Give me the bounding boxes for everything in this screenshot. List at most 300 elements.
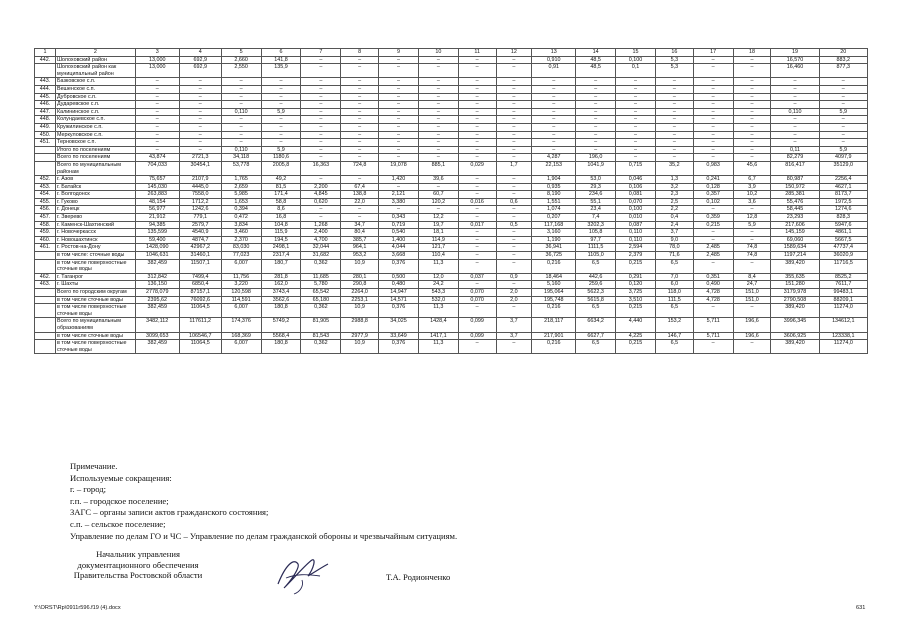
- table-cell: –: [458, 304, 496, 318]
- column-header: 7: [301, 49, 341, 57]
- table-row: [35, 332, 868, 340]
- row-number: 455.: [35, 198, 56, 206]
- column-header: 12: [496, 49, 532, 57]
- table-cell: –: [458, 131, 496, 139]
- table-row: [35, 304, 868, 318]
- table-cell: 7558,0: [179, 191, 221, 199]
- signer-name: Т.А. Родионченко: [386, 572, 451, 582]
- table-row: [35, 108, 868, 116]
- table-cell: 5,9: [819, 146, 867, 154]
- table-cell: 532,0: [418, 296, 458, 304]
- row-label: Меркуловское с.п.: [55, 131, 135, 139]
- table-cell: 151,0: [733, 296, 771, 304]
- table-cell: 5,985: [221, 191, 261, 199]
- row-label: г. Таганрог: [55, 273, 135, 281]
- table-cell: –: [693, 340, 733, 354]
- table-cell: 4,225: [616, 332, 656, 340]
- table-cell: 0,480: [379, 281, 419, 289]
- table-cell: –: [458, 281, 496, 289]
- table-cell: 1105,0: [576, 252, 616, 260]
- table-cell: –: [496, 154, 532, 162]
- table-cell: –: [576, 85, 616, 93]
- table-cell: –: [733, 340, 771, 354]
- table-cell: –: [341, 78, 379, 86]
- table-cell: –: [261, 85, 301, 93]
- table-cell: –: [532, 78, 576, 86]
- column-header: 1: [35, 49, 56, 57]
- table-cell: 0,110: [221, 146, 261, 154]
- table-cell: 115,9: [261, 229, 301, 237]
- table-cell: 196,6: [733, 332, 771, 340]
- table-cell: 134612,1: [819, 318, 867, 332]
- table-cell: –: [771, 116, 819, 124]
- table-row: [35, 198, 868, 206]
- table-cell: 48,154: [135, 198, 179, 206]
- table-cell: 3743,4: [261, 289, 301, 297]
- table-cell: –: [576, 139, 616, 147]
- table-cell: –: [733, 154, 771, 162]
- table-cell: –: [733, 139, 771, 147]
- table-cell: –: [135, 101, 179, 109]
- table-cell: –: [379, 56, 419, 64]
- table-cell: 34,025: [379, 318, 419, 332]
- table-cell: 82,279: [771, 154, 819, 162]
- table-cell: 0,046: [616, 176, 656, 184]
- table-cell: –: [616, 146, 656, 154]
- table-cell: 39,6: [418, 176, 458, 184]
- table-cell: 2778,079: [135, 289, 179, 297]
- table-cell: 4540,9: [179, 229, 221, 237]
- table-cell: 1,074: [532, 206, 576, 214]
- table-cell: 3,380: [379, 198, 419, 206]
- table-cell: 4627,1: [819, 183, 867, 191]
- table-cell: 6,5: [576, 304, 616, 318]
- table-cell: 6,5: [576, 259, 616, 273]
- table-cell: –: [496, 206, 532, 214]
- table-cell: 80,4: [341, 229, 379, 237]
- table-cell: 0,087: [616, 221, 656, 229]
- table-cell: 59,400: [135, 236, 179, 244]
- table-cell: –: [496, 191, 532, 199]
- table-cell: 94,385: [135, 221, 179, 229]
- table-cell: 10,2: [733, 191, 771, 199]
- table-cell: 67,4: [341, 183, 379, 191]
- table-cell: 1,7: [496, 161, 532, 175]
- table-cell: 11274,0: [819, 340, 867, 354]
- table-cell: –: [379, 101, 419, 109]
- table-cell: –: [496, 236, 532, 244]
- table-cell: –: [458, 101, 496, 109]
- handwritten-signature: [272, 554, 332, 596]
- table-cell: 0,100: [616, 206, 656, 214]
- row-label: г. Азов: [55, 176, 135, 184]
- table-cell: –: [379, 123, 419, 131]
- table-cell: 81,905: [301, 318, 341, 332]
- table-cell: –: [496, 214, 532, 222]
- table-cell: –: [261, 131, 301, 139]
- table-row: [35, 259, 868, 273]
- row-label: Шолоховский район как муниципальный район: [55, 64, 135, 78]
- table-cell: 1972,5: [819, 198, 867, 206]
- table-cell: 5568,4: [261, 332, 301, 340]
- table-cell: 33,649: [379, 332, 419, 340]
- table-cell: –: [576, 131, 616, 139]
- table-cell: –: [458, 93, 496, 101]
- row-label: Вешенское с.п.: [55, 85, 135, 93]
- table-cell: –: [135, 123, 179, 131]
- table-cell: 5615,8: [576, 296, 616, 304]
- table-cell: –: [616, 154, 656, 162]
- table-cell: 2579,7: [179, 221, 221, 229]
- table-cell: 0,070: [458, 296, 496, 304]
- table-cell: –: [221, 85, 261, 93]
- table-cell: –: [496, 131, 532, 139]
- table-cell: 6,007: [221, 340, 261, 354]
- table-cell: 234,6: [576, 191, 616, 199]
- table-cell: 0,91: [532, 64, 576, 78]
- table-cell: 55,476: [771, 198, 819, 206]
- table-cell: –: [418, 56, 458, 64]
- table-cell: 0,216: [532, 259, 576, 273]
- notes-section: [70, 461, 457, 542]
- row-label: Всего по муниципальным районам: [55, 161, 135, 175]
- table-row: [35, 296, 868, 304]
- column-header: 20: [819, 49, 867, 57]
- table-cell: 151,280: [771, 281, 819, 289]
- table-cell: 11507,1: [179, 259, 221, 273]
- row-label: Базковское с.п.: [55, 78, 135, 86]
- table-cell: –: [733, 101, 771, 109]
- table-cell: 0,500: [379, 273, 419, 281]
- table-cell: –: [301, 56, 341, 64]
- table-row: [35, 229, 868, 237]
- table-cell: 36,941: [532, 244, 576, 252]
- table-row: [35, 176, 868, 184]
- table-cell: 65,542: [301, 289, 341, 297]
- table-cell: –: [693, 304, 733, 318]
- table-cell: –: [655, 139, 693, 147]
- row-number: 451.: [35, 139, 56, 147]
- table-cell: 389,420: [771, 304, 819, 318]
- table-cell: –: [733, 78, 771, 86]
- table-cell: 0,540: [379, 229, 419, 237]
- table-cell: –: [693, 146, 733, 154]
- table-cell: 11,3: [418, 340, 458, 354]
- table-cell: 2,2: [655, 206, 693, 214]
- table-cell: 195,064: [532, 289, 576, 297]
- table-cell: 75,657: [135, 176, 179, 184]
- table-cell: 196,0: [576, 154, 616, 162]
- table-cell: –: [341, 101, 379, 109]
- table-cell: 2977,9: [341, 332, 379, 340]
- table-cell: –: [418, 206, 458, 214]
- table-cell: –: [576, 93, 616, 101]
- table-cell: 162,0: [261, 281, 301, 289]
- table-cell: –: [341, 214, 379, 222]
- table-cell: 3,460: [221, 229, 261, 237]
- table-cell: –: [496, 244, 532, 252]
- table-cell: –: [616, 123, 656, 131]
- table-cell: –: [418, 101, 458, 109]
- table-cell: –: [616, 131, 656, 139]
- table-cell: 0,472: [221, 214, 261, 222]
- table-cell: 118,0: [655, 289, 693, 297]
- table-cell: 180,7: [261, 259, 301, 273]
- table-cell: 0,935: [532, 183, 576, 191]
- table-cell: 0,215: [616, 259, 656, 273]
- table-cell: –: [496, 252, 532, 260]
- table-cell: 259,6: [576, 281, 616, 289]
- row-label: г. Каменск-Шахтинский: [55, 221, 135, 229]
- table-cell: 312,842: [135, 273, 179, 281]
- signer-title-line: Начальник управления: [96, 549, 180, 559]
- table-cell: –: [496, 146, 532, 154]
- table-cell: 382,459: [135, 340, 179, 354]
- table-cell: 8,4: [733, 273, 771, 281]
- table-cell: 4,440: [616, 318, 656, 332]
- table-cell: –: [532, 116, 576, 124]
- table-cell: 10,9: [341, 304, 379, 318]
- table-row: [35, 221, 868, 229]
- table-cell: 18,464: [532, 273, 576, 281]
- table-cell: 196,6: [733, 318, 771, 332]
- table-cell: 24,7: [733, 281, 771, 289]
- table-cell: –: [532, 123, 576, 131]
- row-label: в том числе сточные воды: [55, 296, 135, 304]
- table-cell: –: [379, 116, 419, 124]
- table-cell: –: [261, 93, 301, 101]
- table-cell: 81,5: [261, 183, 301, 191]
- table-cell: –: [655, 85, 693, 93]
- table-cell: 194,5: [261, 236, 301, 244]
- table-cell: –: [341, 139, 379, 147]
- row-label: г. Волгодонск: [55, 191, 135, 199]
- table-cell: –: [496, 78, 532, 86]
- table-cell: 3996,345: [771, 318, 819, 332]
- table-cell: –: [458, 206, 496, 214]
- table-cell: –: [693, 85, 733, 93]
- table-cell: 9,0: [655, 236, 693, 244]
- table-cell: –: [496, 304, 532, 318]
- table-cell: 1242,6: [179, 206, 221, 214]
- table-cell: 6627,7: [576, 332, 616, 340]
- table-cell: 34,118: [221, 154, 261, 162]
- table-cell: –: [733, 304, 771, 318]
- table-cell: 120,598: [221, 289, 261, 297]
- table-cell: –: [221, 139, 261, 147]
- table-cell: –: [458, 191, 496, 199]
- table-cell: –: [458, 236, 496, 244]
- table-row: [35, 101, 868, 109]
- table-cell: –: [693, 259, 733, 273]
- table-cell: 8,6: [261, 206, 301, 214]
- table-row: [35, 85, 868, 93]
- row-number: 458.: [35, 221, 56, 229]
- table-cell: 1,190: [532, 236, 576, 244]
- table-cell: –: [458, 154, 496, 162]
- row-number: 446.: [35, 101, 56, 109]
- table-cell: 2498,1: [261, 244, 301, 252]
- table-cell: –: [301, 146, 341, 154]
- table-cell: 0,6: [496, 198, 532, 206]
- page-number: 631: [856, 605, 866, 611]
- table-cell: –: [458, 146, 496, 154]
- table-cell: 4,728: [693, 289, 733, 297]
- table-cell: 0,983: [693, 161, 733, 175]
- table-cell: –: [179, 139, 221, 147]
- table-cell: 13,000: [135, 56, 179, 64]
- row-label: Калининское с.п.: [55, 108, 135, 116]
- table-cell: –: [655, 146, 693, 154]
- table-cell: –: [221, 123, 261, 131]
- table-cell: 0,215: [616, 304, 656, 318]
- table-cell: –: [733, 146, 771, 154]
- table-cell: –: [179, 123, 221, 131]
- row-label: Колундаевское с.п.: [55, 116, 135, 124]
- row-number: 447.: [35, 108, 56, 116]
- table-cell: 6,5: [655, 304, 693, 318]
- table-cell: 280,1: [341, 273, 379, 281]
- table-cell: 4861,1: [819, 229, 867, 237]
- table-cell: –: [771, 131, 819, 139]
- table-cell: –: [655, 154, 693, 162]
- table-cell: 0,9: [496, 273, 532, 281]
- table-cell: 34,7: [341, 221, 379, 229]
- table-cell: –: [301, 139, 341, 147]
- table-cell: 22,153: [532, 161, 576, 175]
- table-cell: 0,351: [693, 273, 733, 281]
- table-cell: –: [341, 176, 379, 184]
- table-cell: 5,9: [261, 108, 301, 116]
- table-cell: 14,947: [379, 289, 419, 297]
- row-number: 450.: [35, 131, 56, 139]
- table-cell: –: [655, 123, 693, 131]
- table-cell: 136,150: [135, 281, 179, 289]
- table-cell: –: [458, 183, 496, 191]
- table-cell: 80,987: [771, 176, 819, 184]
- table-cell: 1,420: [379, 176, 419, 184]
- row-label: в том числе поверхностные сточные воды: [55, 304, 135, 318]
- table-cell: 22,0: [341, 198, 379, 206]
- table-cell: 83,030: [221, 244, 261, 252]
- table-cell: –: [819, 116, 867, 124]
- table-cell: –: [135, 146, 179, 154]
- row-label: г. Ростов-на-Дону: [55, 244, 135, 252]
- table-cell: 5,9: [819, 108, 867, 116]
- table-cell: 5947,6: [819, 221, 867, 229]
- table-cell: 49,2: [261, 176, 301, 184]
- table-cell: –: [733, 56, 771, 64]
- table-cell: –: [616, 101, 656, 109]
- table-cell: 2,370: [221, 236, 261, 244]
- table-row: [35, 64, 868, 78]
- table-cell: 3562,6: [261, 296, 301, 304]
- table-cell: 12,8: [733, 214, 771, 222]
- row-number: [35, 296, 56, 304]
- table-cell: –: [418, 64, 458, 78]
- note-line: Управление по делам ГО и ЧС – Управление по делам гражданской обороны и чрезвычайным ситуациям.: [70, 530, 458, 541]
- table-cell: 0,376: [379, 340, 419, 354]
- table-cell: 281,8: [261, 273, 301, 281]
- table-cell: 0,128: [693, 183, 733, 191]
- table-cell: 0,215: [693, 221, 733, 229]
- table-cell: –: [179, 101, 221, 109]
- table-row: [35, 214, 868, 222]
- table-cell: 32,044: [301, 244, 341, 252]
- table-cell: –: [135, 78, 179, 86]
- table-cell: –: [771, 101, 819, 109]
- table-cell: –: [135, 116, 179, 124]
- table-cell: –: [693, 131, 733, 139]
- table-cell: –: [655, 108, 693, 116]
- table-cell: –: [496, 139, 532, 147]
- table-cell: 2,4: [655, 221, 693, 229]
- table-cell: 97,7: [576, 236, 616, 244]
- table-cell: –: [418, 131, 458, 139]
- row-label: г. Донецк: [55, 206, 135, 214]
- table-row: [35, 206, 868, 214]
- table-cell: 168,369: [221, 332, 261, 340]
- table-cell: 0,099: [458, 318, 496, 332]
- table-cell: 4,700: [301, 236, 341, 244]
- row-number: 463.: [35, 281, 56, 289]
- table-cell: –: [576, 123, 616, 131]
- column-header: 4: [179, 49, 221, 57]
- table-cell: 16,363: [301, 161, 341, 175]
- table-cell: 382,459: [135, 304, 179, 318]
- table-cell: –: [261, 123, 301, 131]
- table-cell: 2,485: [693, 252, 733, 260]
- table-cell: –: [458, 214, 496, 222]
- table-cell: 76092,6: [179, 296, 221, 304]
- table-cell: 24,2: [418, 281, 458, 289]
- table-cell: 543,3: [418, 289, 458, 297]
- table-cell: 3179,978: [771, 289, 819, 297]
- table-cell: –: [693, 154, 733, 162]
- table-cell: 0,715: [616, 161, 656, 175]
- table-cell: 2,121: [379, 191, 419, 199]
- table-cell: –: [379, 146, 419, 154]
- table-cell: 36,725: [532, 252, 576, 260]
- table-cell: 5,711: [693, 332, 733, 340]
- table-cell: 4,044: [379, 244, 419, 252]
- table-cell: –: [655, 101, 693, 109]
- table-cell: –: [532, 101, 576, 109]
- table-cell: 35,2: [655, 161, 693, 175]
- table-cell: 3,160: [532, 229, 576, 237]
- table-cell: 285,381: [771, 191, 819, 199]
- table-cell: –: [458, 64, 496, 78]
- table-cell: –: [733, 236, 771, 244]
- table-cell: 138,8: [341, 191, 379, 199]
- table-cell: –: [693, 108, 733, 116]
- row-number: [35, 146, 56, 154]
- table-cell: 2253,1: [341, 296, 379, 304]
- table-cell: 217,606: [771, 221, 819, 229]
- table-cell: 0,216: [532, 304, 576, 318]
- table-cell: 43,874: [135, 154, 179, 162]
- table-cell: 11274,0: [819, 304, 867, 318]
- table-cell: 150,972: [771, 183, 819, 191]
- table-cell: 19,7: [418, 221, 458, 229]
- table-cell: –: [655, 93, 693, 101]
- table-cell: 180,8: [261, 340, 301, 354]
- table-cell: –: [135, 131, 179, 139]
- table-cell: –: [693, 101, 733, 109]
- table-cell: –: [819, 85, 867, 93]
- table-cell: 31460,1: [179, 252, 221, 260]
- table-cell: 11,756: [221, 273, 261, 281]
